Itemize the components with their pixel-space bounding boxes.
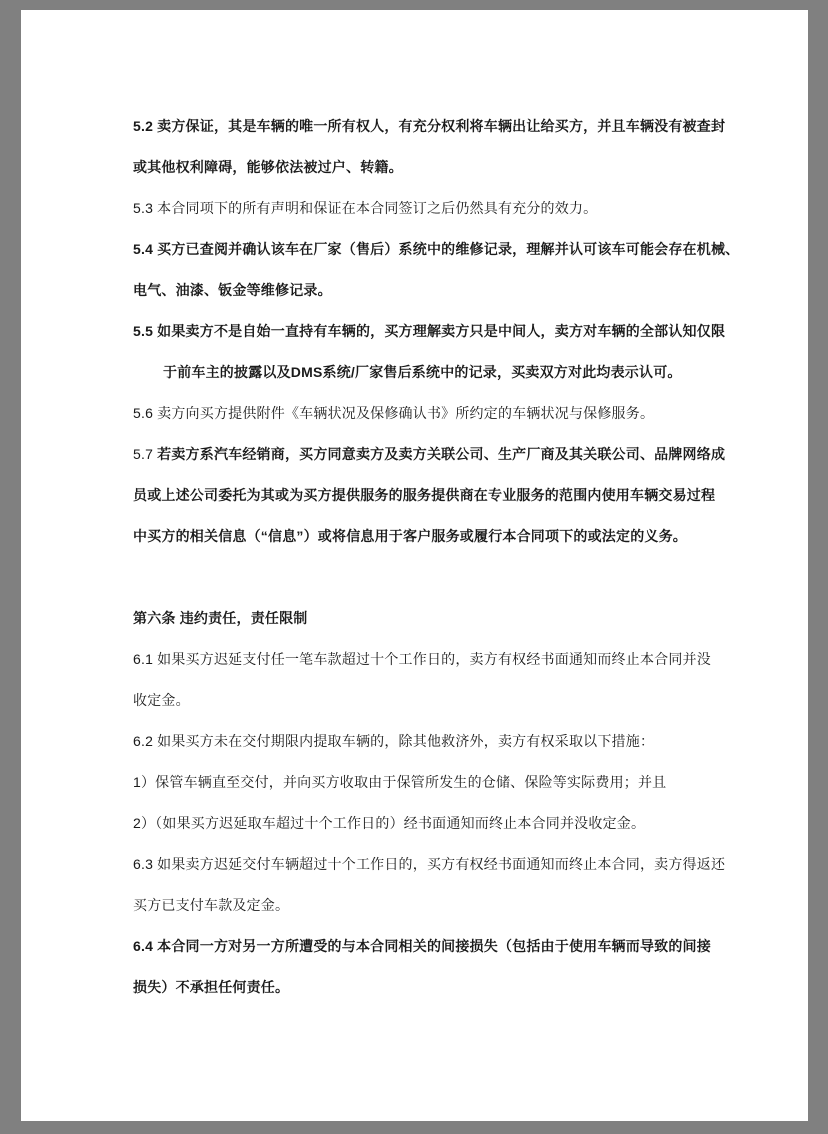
text-segment: 中买方的相关信息（“信息”）或将信息用于客户服务或履行本合同项下的或法定的义务。 (133, 528, 687, 544)
clause-5-4-line-1 (133, 229, 740, 270)
text-segment: 2）（如果买方迟延取车超过十个工作日的）经书面通知而终止本合同并没收定金。 (133, 815, 646, 831)
clause-5-7-line-3 (133, 516, 733, 557)
text-segment: 5.4 买方已查阅并确认该车在厂家（售后）系统中的维修记录，理解并认可该车可能会存在机械、 (133, 241, 740, 257)
text-segment: 损失）不承担任何责任。 (133, 979, 290, 995)
text-segment: 6.4 本合同一方对另一方所遭受的与本合同相关的间接损失（包括由于使用车辆而导致的间接 (133, 938, 711, 954)
text-segment: 第六条 违约责任，责任限制 (133, 610, 308, 626)
clause-6-4-line-1 (133, 926, 733, 967)
contract-text (133, 106, 740, 1008)
clause-5-7-line-1 (133, 434, 733, 475)
clause-5-2-line-2 (133, 147, 733, 188)
document-page (21, 10, 808, 1121)
clause-6-1-line-1 (133, 639, 733, 680)
clause-5-2-line-1 (133, 106, 733, 147)
clause-6-1-line-2 (133, 680, 733, 721)
text-segment: 5.2 卖方保证，其是车辆的唯一所有权人，有充分权利将车辆出让给买方，并且车辆没有被查封 (133, 118, 726, 134)
clause-5-7-line-2 (133, 475, 733, 516)
clause-5-3 (133, 188, 733, 229)
clause-5-4-line-2 (133, 270, 733, 311)
clause-6-2 (133, 721, 733, 762)
clause-6-3-line-2 (133, 885, 733, 926)
article-6-heading (133, 598, 733, 639)
text-segment: 6.2 如果买方未在交付期限内提取车辆的，除其他救济外，卖方有权采取以下措施： (133, 733, 655, 749)
clause-6-2-item-1 (133, 762, 733, 803)
clause-6-2-item-2 (133, 803, 733, 844)
text-segment: 5.7 (133, 446, 158, 462)
text-segment: 5.5 如果卖方不是自始一直持有车辆的，买方理解卖方只是中间人，卖方对车辆的全部认知仅限 (133, 323, 726, 339)
text-segment: 6.1 如果买方迟延支付任一笔车款超过十个工作日的，卖方有权经书面通知而终止本合同并没 (133, 651, 711, 667)
clause-5-5-line-1 (133, 311, 733, 352)
clause-5-6 (133, 393, 733, 434)
clause-5-5-line-2 (133, 352, 733, 393)
clause-6-3-line-1 (133, 844, 733, 885)
text-segment: 于前车主的披露以及DMS系统/厂家售后系统中的记录，买卖双方对此均表示认可。 (163, 364, 682, 380)
clause-6-4-line-2 (133, 967, 733, 1008)
text-segment: 电气、油漆、钣金等维修记录。 (133, 282, 332, 298)
text-segment: 员或上述公司委托为其或为买方提供服务的服务提供商在专业服务的范围内使用车辆交易过程 (133, 487, 716, 503)
text-segment: 1）保管车辆直至交付，并向买方收取由于保管所发生的仓储、保险等实际费用；并且 (133, 774, 667, 790)
text-segment: 若卖方系汽车经销商，买方同意卖方及卖方关联公司、生产厂商及其关联公司、品牌网络成 (157, 446, 726, 462)
blank-line (133, 557, 733, 598)
text-segment: 5.6 卖方向买方提供附件《车辆状况及保修确认书》所约定的车辆状况与保修服务。 (133, 405, 655, 421)
text-segment: 收定金。 (133, 692, 190, 708)
text-segment: 5.3 本合同项下的所有声明和保证在本合同签订之后仍然具有充分的效力。 (133, 200, 598, 216)
text-segment: 买方已支付车款及定金。 (133, 897, 290, 913)
text-segment: 6.3 如果卖方迟延交付车辆超过十个工作日的，买方有权经书面通知而终止本合同，卖方得返还 (133, 856, 726, 872)
text-segment: 或其他权利障碍，能够依法被过户、转籍。 (133, 159, 403, 175)
